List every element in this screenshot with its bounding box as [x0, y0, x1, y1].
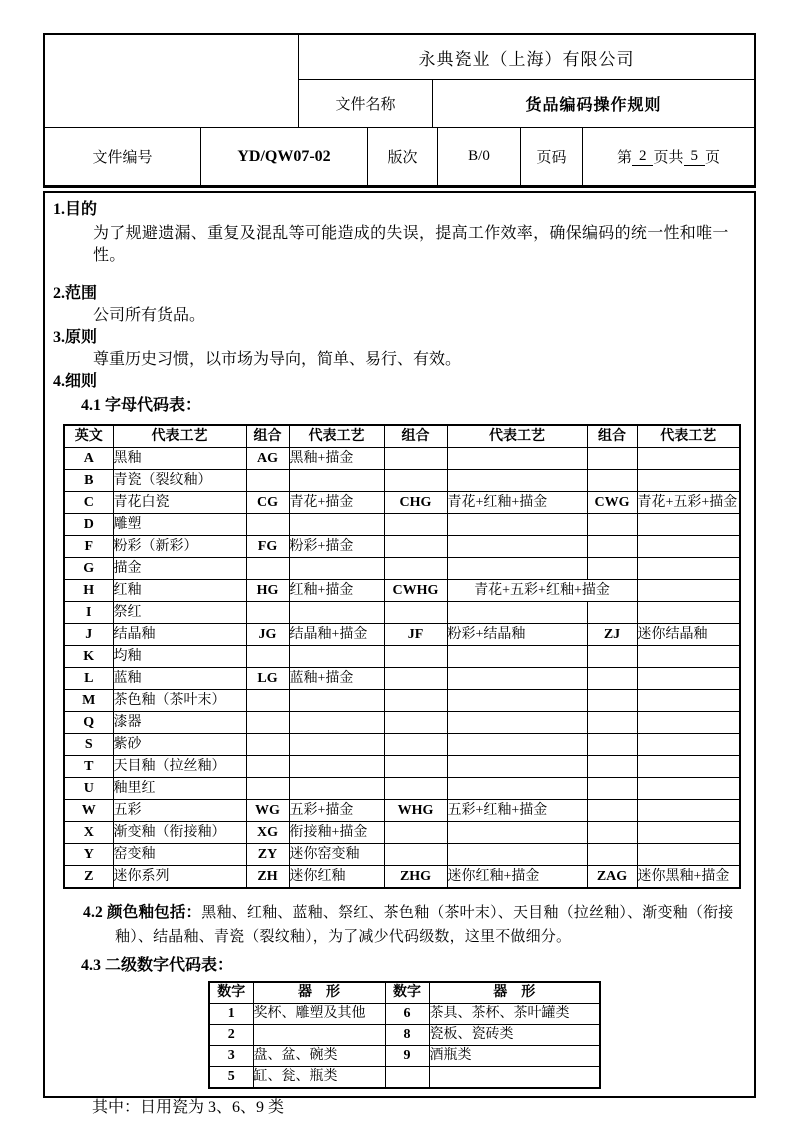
- letter-table-cell: [384, 734, 447, 756]
- letter-table-cell: [384, 822, 447, 844]
- letter-table-cell: [637, 536, 740, 558]
- section-1-title: 1.目的: [53, 201, 98, 218]
- letter-table-row: [64, 712, 740, 734]
- letter-table-cell: [587, 602, 637, 624]
- letter-table-row: [64, 448, 740, 470]
- letter-table-row: [64, 778, 740, 800]
- column-header: 器 形: [253, 982, 385, 1004]
- letter-table-cell: [447, 536, 587, 558]
- letter-table-cell: [246, 734, 289, 756]
- letter-table-cell: 粉彩+结晶釉: [447, 624, 587, 646]
- letter-table-row: [64, 866, 740, 889]
- letter-table-cell: [384, 448, 447, 470]
- digit-table-header-row: [209, 982, 600, 1004]
- digit-table-cell: 6: [385, 1004, 429, 1025]
- letter-table-cell: L: [64, 668, 113, 690]
- letter-table-cell: [587, 734, 637, 756]
- letter-table-cell: [587, 536, 637, 558]
- letter-table-cell: 五彩: [113, 800, 246, 822]
- letter-table-cell: [637, 822, 740, 844]
- letter-table-cell: Q: [64, 712, 113, 734]
- letter-table-cell: S: [64, 734, 113, 756]
- letter-table-cell: [246, 712, 289, 734]
- letter-table-row: [64, 734, 740, 756]
- section-4-2: [83, 901, 748, 949]
- digit-table-cell: 1: [209, 1004, 253, 1025]
- letter-table-cell: T: [64, 756, 113, 778]
- letter-table-cell: 青花+五彩+红釉+描金: [447, 580, 637, 602]
- letter-table-cell: [246, 602, 289, 624]
- letter-table-cell: [637, 470, 740, 492]
- letter-table-cell: 迷你红釉+描金: [447, 866, 587, 889]
- letter-table-cell: W: [64, 800, 113, 822]
- letter-table-cell: 青花+五彩+描金: [637, 492, 740, 514]
- letter-table-cell: [246, 690, 289, 712]
- section-4-2-label: 4.2 颜色釉包括：: [83, 904, 202, 921]
- letter-table-cell: U: [64, 778, 113, 800]
- letter-table-cell: [447, 602, 587, 624]
- doc-meta-row: [45, 128, 754, 185]
- letter-table-cell: [637, 734, 740, 756]
- digit-table-cell: 缸、瓮、瓶类: [253, 1067, 385, 1089]
- company-name: 永典瓷业（上海）有限公司: [299, 35, 754, 80]
- logo-area: [45, 35, 299, 127]
- letter-table-cell: [289, 778, 384, 800]
- letter-table-cell: [289, 602, 384, 624]
- letter-table-cell: [637, 690, 740, 712]
- doc-name-label: 文件名称: [299, 80, 433, 127]
- letter-table-row: [64, 602, 740, 624]
- letter-table-cell: [587, 558, 637, 580]
- letter-table-cell: [447, 844, 587, 866]
- digit-table-cell: [253, 1025, 385, 1046]
- letter-table-header-row: [64, 425, 740, 448]
- letter-table-cell: FG: [246, 536, 289, 558]
- page-total: 5: [684, 148, 706, 166]
- letter-table-cell: [637, 558, 740, 580]
- letter-table-cell: [447, 756, 587, 778]
- letter-table-cell: [587, 470, 637, 492]
- column-header: 英文: [64, 425, 113, 448]
- letter-table-cell: 渐变釉（衔接釉）: [113, 822, 246, 844]
- column-header: 代表工艺: [113, 425, 246, 448]
- digit-table-cell: 瓷板、瓷砖类: [429, 1025, 600, 1046]
- letter-table-row: [64, 668, 740, 690]
- letter-table-cell: [637, 514, 740, 536]
- letter-table-cell: B: [64, 470, 113, 492]
- letter-table-cell: [384, 668, 447, 690]
- document-header: [43, 33, 756, 188]
- letter-table-cell: 蓝釉: [113, 668, 246, 690]
- letter-table-cell: [447, 470, 587, 492]
- letter-table-cell: [587, 514, 637, 536]
- letter-table-row: [64, 624, 740, 646]
- section-1-body: 为了规避遗漏、重复及混乱等可能造成的失误，提高工作效率，确保编码的统一性和唯一性。: [93, 225, 729, 264]
- letter-table-cell: [289, 646, 384, 668]
- letter-table-cell: J: [64, 624, 113, 646]
- letter-table-cell: Z: [64, 866, 113, 889]
- letter-table-cell: 天目釉（拉丝釉）: [113, 756, 246, 778]
- letter-table-cell: [384, 844, 447, 866]
- letter-table-cell: 五彩+红釉+描金: [447, 800, 587, 822]
- letter-table-cell: HG: [246, 580, 289, 602]
- letter-table-cell: [447, 646, 587, 668]
- column-header: 组合: [384, 425, 447, 448]
- footnote: 其中：日用瓷为 3、6、9 类: [92, 1099, 285, 1116]
- letter-table-cell: [384, 646, 447, 668]
- letter-table-cell: [246, 558, 289, 580]
- page-prefix: 第: [616, 150, 632, 166]
- letter-table-cell: CHG: [384, 492, 447, 514]
- doc-no-label: 文件编号: [45, 128, 201, 185]
- letter-table-cell: 五彩+描金: [289, 800, 384, 822]
- letter-table-cell: X: [64, 822, 113, 844]
- section-4-title: 4.细则: [53, 373, 98, 390]
- letter-table-cell: [637, 800, 740, 822]
- letter-table-cell: [587, 800, 637, 822]
- letter-table-cell: XG: [246, 822, 289, 844]
- column-header: 数字: [385, 982, 429, 1004]
- letter-table-cell: 漆器: [113, 712, 246, 734]
- letter-table-cell: 描金: [113, 558, 246, 580]
- letter-table-cell: [384, 690, 447, 712]
- letter-table-cell: [384, 536, 447, 558]
- column-header: 组合: [246, 425, 289, 448]
- letter-table-row: [64, 822, 740, 844]
- letter-table-cell: [246, 756, 289, 778]
- letter-table-cell: [587, 646, 637, 668]
- letter-table-cell: JG: [246, 624, 289, 646]
- letter-table-cell: 茶色釉（茶叶末）: [113, 690, 246, 712]
- digit-table-cell: [429, 1067, 600, 1089]
- letter-table-cell: I: [64, 602, 113, 624]
- letter-table-cell: 迷你红釉: [289, 866, 384, 889]
- letter-table-cell: [587, 448, 637, 470]
- letter-table-cell: [637, 668, 740, 690]
- letter-table-cell: [246, 470, 289, 492]
- letter-table-cell: [447, 822, 587, 844]
- letter-table-row: [64, 800, 740, 822]
- section-3-body: 尊重历史习惯，以市场为导向，简单、易行、有效。: [93, 351, 462, 368]
- letter-table-cell: CG: [246, 492, 289, 514]
- letter-table-cell: K: [64, 646, 113, 668]
- letter-table-row: [64, 690, 740, 712]
- version-value: B/0: [438, 128, 521, 185]
- letter-table-cell: 粉彩+描金: [289, 536, 384, 558]
- letter-table-cell: 青花+红釉+描金: [447, 492, 587, 514]
- page-mid: 页共: [653, 150, 684, 166]
- letter-table-cell: [246, 646, 289, 668]
- letter-table-cell: 结晶釉: [113, 624, 246, 646]
- letter-table-cell: 迷你窑变釉: [289, 844, 384, 866]
- letter-table-cell: [447, 712, 587, 734]
- letter-table-cell: 黑釉: [113, 448, 246, 470]
- letter-table-cell: 迷你结晶釉: [637, 624, 740, 646]
- letter-table-cell: [289, 558, 384, 580]
- document-title: 货品编码操作规则: [525, 97, 662, 114]
- letter-table-cell: [384, 778, 447, 800]
- letter-table-cell: [637, 778, 740, 800]
- letter-table-cell: [384, 756, 447, 778]
- header-top-rows: [45, 35, 754, 128]
- letter-table-cell: [447, 778, 587, 800]
- letter-table-cell: 衔接釉+描金: [289, 822, 384, 844]
- letter-table-cell: CWG: [587, 492, 637, 514]
- letter-table-row: [64, 558, 740, 580]
- letter-table-cell: [637, 646, 740, 668]
- digit-table-cell: 5: [209, 1067, 253, 1089]
- letter-table-cell: 祭红: [113, 602, 246, 624]
- letter-table-cell: [384, 712, 447, 734]
- letter-table-cell: 结晶釉+描金: [289, 624, 384, 646]
- letter-table-cell: WHG: [384, 800, 447, 822]
- letter-table-cell: ZJ: [587, 624, 637, 646]
- letter-table-cell: ZY: [246, 844, 289, 866]
- letter-table-cell: [384, 602, 447, 624]
- letter-table-cell: [384, 470, 447, 492]
- letter-table-cell: AG: [246, 448, 289, 470]
- letter-table-cell: F: [64, 536, 113, 558]
- letter-table-cell: M: [64, 690, 113, 712]
- letter-table-cell: [587, 822, 637, 844]
- doc-name-row: [299, 80, 754, 127]
- letter-code-table: [63, 424, 741, 889]
- page-current: 2: [632, 148, 654, 166]
- letter-table-cell: [587, 712, 637, 734]
- letter-table-row: [64, 514, 740, 536]
- digit-table-cell: 2: [209, 1025, 253, 1046]
- letter-table-cell: [289, 470, 384, 492]
- page-value: [583, 128, 754, 185]
- column-header: 数字: [209, 982, 253, 1004]
- digit-table-row: [209, 1067, 600, 1089]
- letter-table-row: [64, 580, 740, 602]
- column-header: 代表工艺: [289, 425, 384, 448]
- letter-table-row: [64, 536, 740, 558]
- letter-table-cell: A: [64, 448, 113, 470]
- letter-table-cell: 粉彩（新彩）: [113, 536, 246, 558]
- letter-table-cell: G: [64, 558, 113, 580]
- letter-table-cell: [637, 448, 740, 470]
- digit-table-cell: 8: [385, 1025, 429, 1046]
- letter-table-cell: [289, 734, 384, 756]
- section-4-3-title: 4.3 二级数字代码表：: [81, 957, 234, 974]
- letter-table-cell: [587, 778, 637, 800]
- letter-table-cell: [289, 690, 384, 712]
- letter-table-cell: 蓝釉+描金: [289, 668, 384, 690]
- digit-table-row: [209, 1025, 600, 1046]
- version-label: 版次: [368, 128, 438, 185]
- section-4-1-title: 4.1 字母代码表：: [81, 397, 202, 414]
- letter-table-cell: [637, 712, 740, 734]
- letter-table-cell: 紫砂: [113, 734, 246, 756]
- letter-table-cell: [587, 690, 637, 712]
- letter-table-cell: [587, 756, 637, 778]
- section-2-title: 2.范围: [53, 285, 98, 302]
- doc-no-value: YD/QW07-02: [201, 128, 368, 185]
- page-suffix: 页: [705, 150, 721, 166]
- letter-table-cell: 青瓷（裂纹釉）: [113, 470, 246, 492]
- digit-table-cell: 3: [209, 1046, 253, 1067]
- letter-table-cell: JF: [384, 624, 447, 646]
- letter-table-cell: [637, 602, 740, 624]
- letter-table-cell: 雕塑: [113, 514, 246, 536]
- letter-table-cell: LG: [246, 668, 289, 690]
- digit-table-cell: 茶具、茶杯、茶叶罐类: [429, 1004, 600, 1025]
- document-body: [43, 191, 756, 1116]
- letter-table-cell: [447, 734, 587, 756]
- letter-table-cell: 釉里红: [113, 778, 246, 800]
- column-header: 代表工艺: [447, 425, 587, 448]
- digit-table-row: [209, 1004, 600, 1025]
- letter-table-cell: [384, 558, 447, 580]
- letter-table-cell: 迷你黑釉+描金: [637, 866, 740, 889]
- letter-table-cell: [637, 580, 740, 602]
- letter-table-cell: [447, 690, 587, 712]
- letter-table-cell: WG: [246, 800, 289, 822]
- letter-table-cell: ZHG: [384, 866, 447, 889]
- letter-table-cell: [447, 448, 587, 470]
- digit-code-table: [208, 981, 601, 1089]
- letter-table-cell: [384, 514, 447, 536]
- letter-table-cell: [637, 844, 740, 866]
- section-3-title: 3.原则: [53, 329, 98, 346]
- letter-table-row: [64, 756, 740, 778]
- letter-table-cell: [637, 756, 740, 778]
- header-right: [299, 35, 754, 127]
- digit-table-row: [209, 1046, 600, 1067]
- letter-table-cell: [289, 756, 384, 778]
- digit-table-cell: [385, 1067, 429, 1089]
- letter-table-row: [64, 844, 740, 866]
- letter-table-cell: [447, 514, 587, 536]
- letter-table-row: [64, 646, 740, 668]
- letter-table-cell: [246, 778, 289, 800]
- letter-table-cell: C: [64, 492, 113, 514]
- letter-table-cell: H: [64, 580, 113, 602]
- letter-table-cell: 黑釉+描金: [289, 448, 384, 470]
- section-2-body: 公司所有货品。: [93, 307, 206, 324]
- letter-table-cell: [587, 668, 637, 690]
- letter-table-cell: CWHG: [384, 580, 447, 602]
- letter-table-cell: [447, 668, 587, 690]
- digit-table-cell: 奖杯、雕塑及其他: [253, 1004, 385, 1025]
- letter-table-cell: [587, 844, 637, 866]
- letter-table-cell: ZH: [246, 866, 289, 889]
- letter-table-cell: 窑变釉: [113, 844, 246, 866]
- letter-table-cell: [289, 514, 384, 536]
- digit-table-cell: 盘、盆、碗类: [253, 1046, 385, 1067]
- digit-table-cell: 9: [385, 1046, 429, 1067]
- column-header: 代表工艺: [637, 425, 740, 448]
- letter-table-row: [64, 492, 740, 514]
- letter-table-row: [64, 470, 740, 492]
- letter-table-cell: 青花白瓷: [113, 492, 246, 514]
- letter-table-cell: [447, 558, 587, 580]
- page-label: 页码: [521, 128, 583, 185]
- letter-table-cell: [289, 712, 384, 734]
- letter-table-cell: 青花+描金: [289, 492, 384, 514]
- letter-table-cell: 迷你系列: [113, 866, 246, 889]
- letter-table-cell: Y: [64, 844, 113, 866]
- section-4-2-body: 黑釉、红釉、蓝釉、祭红、茶色釉（茶叶末）、天目釉（拉丝釉）、渐变釉（衔接釉）、结晶釉、青瓷（裂纹釉），为了减少代码级数，这里不做细分。: [115, 905, 734, 945]
- letter-table-cell: 均釉: [113, 646, 246, 668]
- letter-table-cell: D: [64, 514, 113, 536]
- digit-table-cell: 酒瓶类: [429, 1046, 600, 1067]
- column-header: 器 形: [429, 982, 600, 1004]
- letter-table-cell: 红釉+描金: [289, 580, 384, 602]
- letter-table-cell: [246, 514, 289, 536]
- letter-table-cell: 红釉: [113, 580, 246, 602]
- column-header: 组合: [587, 425, 637, 448]
- letter-table-cell: ZAG: [587, 866, 637, 889]
